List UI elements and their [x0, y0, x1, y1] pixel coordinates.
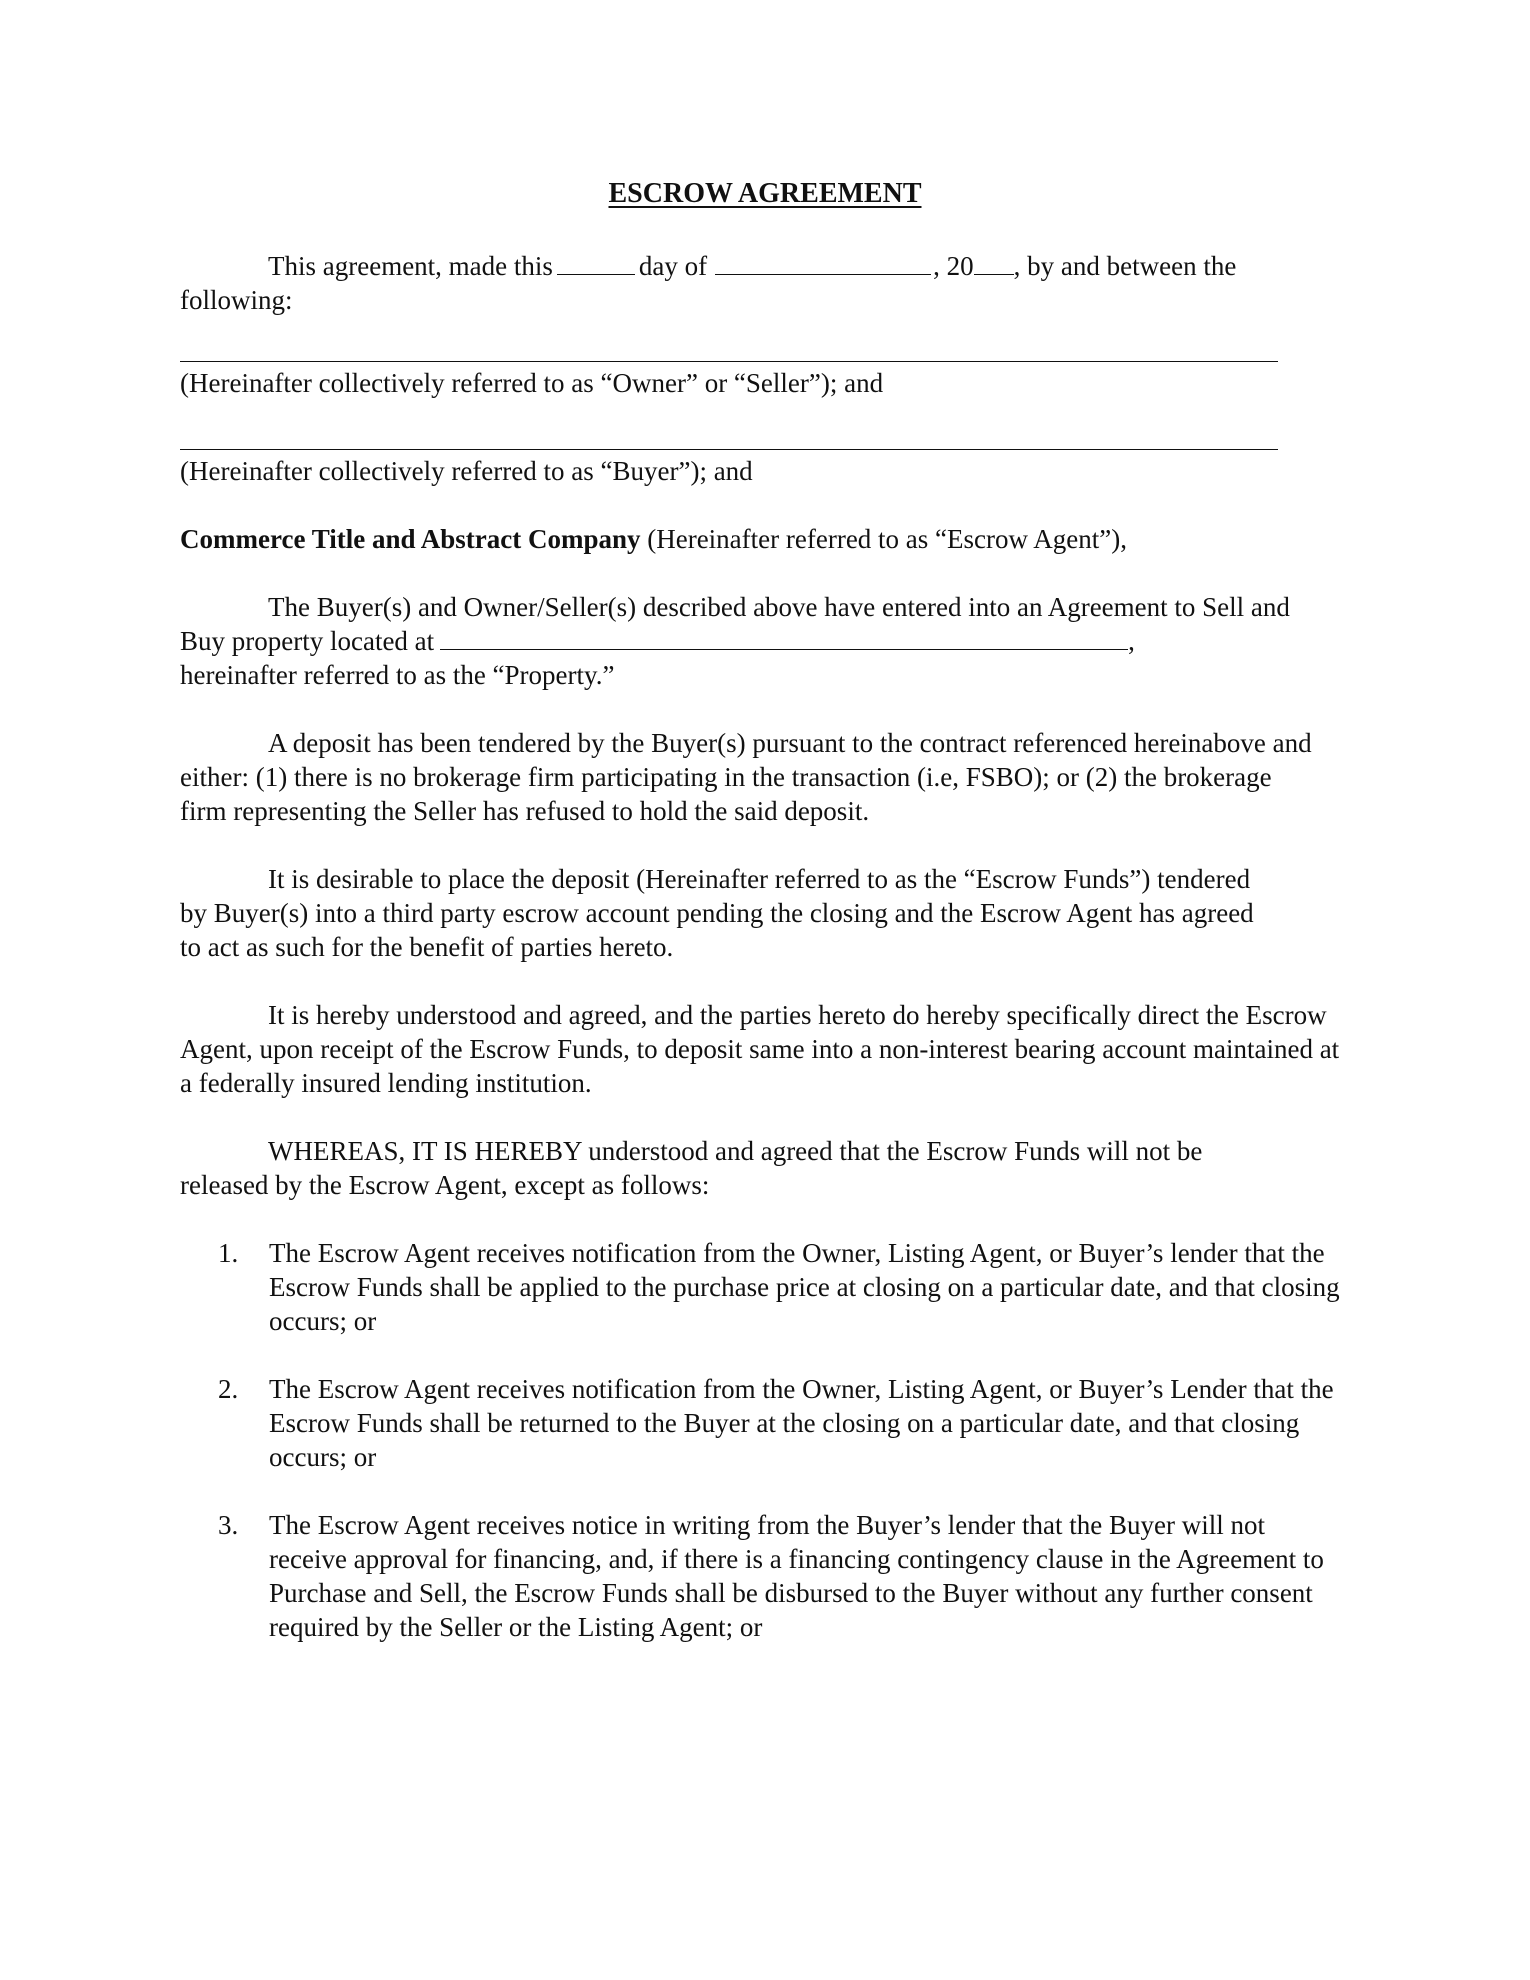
intro-paragraph	[180, 249, 1318, 317]
intro-text-3: , 20	[933, 251, 974, 281]
property-address-blank	[440, 625, 1128, 650]
intro-text-4: , by and between the following:	[180, 251, 1237, 315]
escrow-agent-text: (Hereinafter referred to as “Escrow Agent”),	[640, 524, 1127, 554]
document-body	[180, 249, 1342, 1644]
property-text-3: hereinafter referred to as the “Property.”	[180, 660, 615, 690]
list-item-text: The Escrow Agent receives notice in writing from the Buyer’s lender that the Buyer will not receive approval for financing, and, if there is a financing contingency clause in the Agreement to Purchase and Sell, the Escrow Funds shall be disbursed to the Buyer without any further consent required by the Seller or the Listing Agent; or	[269, 1510, 1324, 1642]
desirable-paragraph: It is desirable to place the deposit (Hereinafter referred to as the “Escrow Funds”) tendered by Buyer(s) into a third party escrow account pending the closing and the Escrow Agent has agreed to act as such for the benefit of parties hereto.	[180, 864, 1254, 962]
owner-signature-line	[180, 361, 1278, 362]
property-text-1: The Buyer(s) and Owner/Seller(s) described above have entered into an Agreement to Sell and Buy property located at	[180, 592, 1290, 656]
list-item	[180, 1508, 1342, 1644]
month-blank	[715, 250, 931, 275]
property-text-2: ,	[1128, 626, 1135, 656]
release-conditions-list	[180, 1236, 1342, 1644]
list-item	[180, 1372, 1342, 1474]
document-title: ESCROW AGREEMENT	[608, 178, 922, 209]
escrow-agent-paragraph	[180, 522, 1342, 556]
intro-text-2: day of	[638, 251, 708, 281]
buyer-party-text: (Hereinafter collectively referred to as “Buyer”); and	[180, 456, 753, 486]
intro-text-1: This agreement, made this	[268, 251, 553, 281]
list-item-number: 2.	[218, 1374, 239, 1404]
owner-party-text: (Hereinafter collectively referred to as “Owner” or “Seller”); and	[180, 368, 884, 398]
list-item	[180, 1236, 1342, 1338]
list-item-text: The Escrow Agent receives notification from the Owner, Listing Agent, or Buyer’s Lender that the Escrow Funds shall be returned to the Buyer at the closing on a particular date, and that closing occurs; or	[269, 1374, 1334, 1472]
property-paragraph	[180, 590, 1310, 692]
deposit-paragraph: A deposit has been tendered by the Buyer(s) pursuant to the contract referenced hereinabove and either: (1) there is no brokerage firm participating in the transaction (i.e, FSBO); or (2) the brokerage firm representing the Seller has refused to hold the said deposit.	[180, 728, 1312, 826]
day-blank	[557, 250, 635, 275]
list-item-text: The Escrow Agent receives notification from the Owner, Listing Agent, or Buyer’s lender that the Escrow Funds shall be applied to the purchase price at closing on a particular date, and that closing occurs; or	[269, 1238, 1340, 1336]
buyer-signature-line	[180, 449, 1278, 450]
whereas-paragraph: WHEREAS, IT IS HEREBY understood and agreed that the Escrow Funds will not be released by the Escrow Agent, except as follows:	[180, 1136, 1203, 1200]
year-blank	[974, 250, 1014, 275]
list-item-number: 1.	[218, 1238, 239, 1268]
escrow-agent-name: Commerce Title and Abstract Company	[180, 524, 641, 554]
list-item-number: 3.	[218, 1510, 239, 1540]
understood-paragraph: It is hereby understood and agreed, and the parties hereto do hereby specifically direct the Escrow Agent, upon receipt of the Escrow Funds, to deposit same into a non-interest bearing account maintained at a federally insured lending institution.	[180, 1000, 1340, 1098]
